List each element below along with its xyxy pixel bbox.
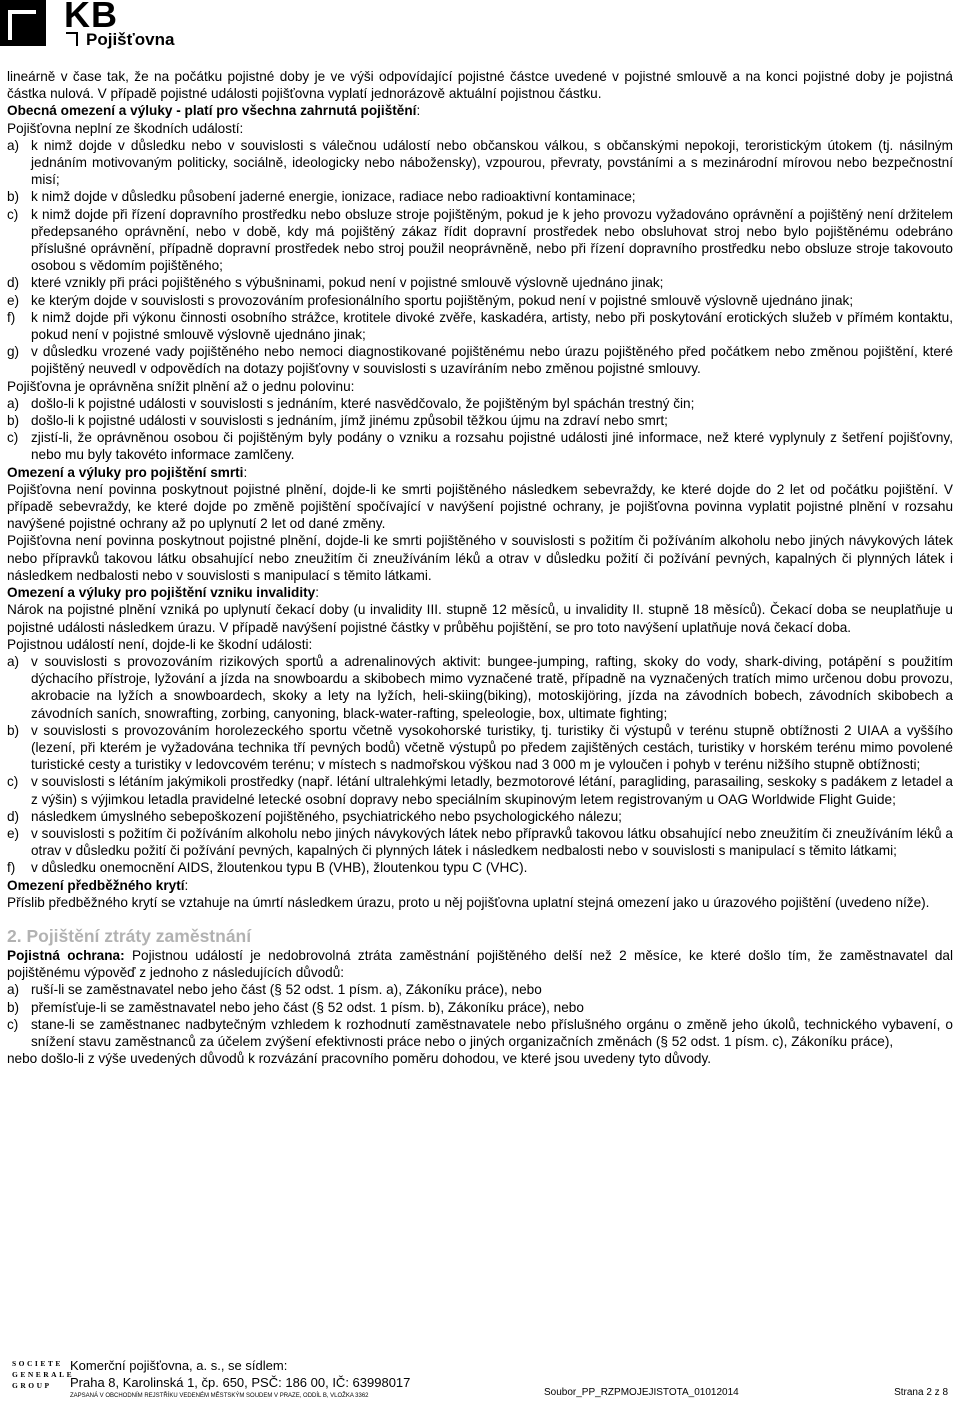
section-2-title: 2. Pojištění ztráty zaměstnání (7, 925, 252, 946)
list-item: b) došlo-li k pojistné události v souvislosti s jednáním, jímž jinému způsobil těžkou újmu na zdraví nebo smrt; (7, 413, 668, 429)
general-exclusions-lead: Pojišťovna neplní ze škodních událostí: (7, 120, 244, 136)
footer-address: Praha 8, Karolinská 1, čp. 650, PSČ: 186 00, IČ: 63998017 (70, 1375, 411, 1390)
list-item: c) v souvislosti s létáním jakýmikoli prostředky (např. létání ultralehkými letadly, bezmotorové létání, paragliding, parasailing, seskoky s padákem z letadel a z výšin) s výjimkou letadla pravidelné letecké osobní dopravy nebo speciálním skupinovým letem registrovaným u OAG Worldwide Flight Guide; (7, 774, 953, 807)
list-item: b) k nimž dojde v důsledku působení jaderné energie, ionizace, radiace nebo radioaktivní kontaminace; (7, 189, 636, 205)
list-item: e) ke kterým dojde v souvislosti s provozováním profesionálního sportu pojištěným, pokud není v pojistné smlouvě výslovně ujednáno jinak; (7, 292, 854, 308)
reduction-list (7, 395, 953, 464)
footer-company: Komerční pojišťovna, a. s., se sídlem: (70, 1358, 288, 1373)
list-item: a) došlo-li k pojistné události v souvislosti s jednáním, které nasvědčovalo, že pojištěným byl spáchán trestný čin; (7, 395, 695, 411)
list-item: c) k nimž dojde při řízení dopravního prostředku nebo obsluze stroje pojištěným, pokud je k jeho provozu vyžadováno oprávnění a pojištěný není držitelem předepsaného oprávnění, nebo v době, kdy má pojištěný zákaz řídit dopravní prostředek nebo obsluhovat stroj nebo bylo pojištěnému odebráno příslušné oprávnění, případně dopravní prostředek nebo stroj použil neoprávněně, nebo při řízení dopravního prostředku nebo obsluze stroje takovouto osobou s vědomím pojištěného; (7, 206, 953, 274)
death-paragraph-1: Pojišťovna není povinna poskytnout pojistné plnění, dojde-li ke smrti pojištěného následkem sebevraždy, ke které dojde do 2 let od počátku pojištění. V případě sebevraždy, ke které dojde po změně pojištění spočívající v navýšení pojistné ochrany, je pojišťovna povinna vyplatit pojistné plnění v rozsahu navýšené pojistné ochrany až po uplynutí 2 let od dané změny. (7, 481, 953, 532)
general-exclusions-heading: Obecná omezení a výluky - platí pro všechna zahrnutá pojištění: (7, 103, 421, 119)
list-item: f) k nimž dojde při výkonu činnosti osobního strážce, krotitele divoké zvěře, kaskadéra, artisty, nebo při poskytování erotických služeb v přímém kontaktu, pokud není v pojistné smlouvě výslovně ujednáno jinak; (7, 309, 953, 343)
disability-list (7, 653, 953, 877)
section-2-closing: nebo došlo-li z výše uvedených důvodů k rozvázání pracovního poměru dohodou, ve které jsou uvedeny tyto důvody. (7, 1051, 712, 1067)
section-2-list (7, 981, 953, 1050)
societe-generale-logo: SOCIETE GENERALE GROUP (12, 1359, 75, 1390)
list-item: a) ruší-li se zaměstnavatel nebo jeho část (§ 52 odst. 1 písm. a), Zákoníku práce), nebo (7, 982, 542, 998)
page-footer (8, 1358, 954, 1402)
footer-registration: ZAPSANÁ V OBCHODNÍM REJSTŘÍKU VEDENÉM MĚSTSKÝM SOUDEM V PRAZE, ODDÍL B, VLOŽKA 3362 (70, 1393, 369, 1399)
corner-icon (66, 32, 78, 46)
list-item: a) v souvislosti s provozováním rizikových sportů a adrenalinových aktivit: bungee-jumping, rafting, skoky do vody, shark-diving, potápění s použitím dýchacího přístroje, lyžování a jízda na snowboardu a skibobech mimo vyznačené tratě, případně na vyznačených tratích mimo určenou dobu provozu, akrobacie na lyžích a snowboardech, skoky a lety na lyžích, heli-skiing(biking), motoskijöring, jízda na závodních bobech, závodních skibobech a závodních saních, snowrafting, zorbing, canyoning, black-water-rafting, speleologie, box, ultimate fighting; (7, 653, 953, 721)
list-item: b) přemísťuje-li se zaměstnavatel nebo jeho část (§ 52 odst. 1 písm. b), Zákoníku práce), nebo (7, 999, 584, 1015)
document-body (7, 68, 953, 1067)
logo-kb-text: KB (64, 0, 118, 35)
disability-heading: Omezení a výluky pro pojištění vzniku invalidity: (7, 585, 319, 601)
list-item: d) následkem úmyslného sebepoškození pojištěného, psychiatrického nebo psychologického nálezu; (7, 808, 622, 824)
disability-lead: Pojistnou událostí není, dojde-li ke škodní události: (7, 636, 313, 652)
death-heading: Omezení a výluky pro pojištění smrti: (7, 464, 248, 480)
logo-subtitle: Pojišťovna (66, 30, 174, 50)
list-item: c) zjistí-li, že oprávněnou osobou či pojištěným byly podány o vzniku a rozsahu pojistné události jiné informace, než které vyplynuly z šetření pojišťovny, nebo mu byly takovéto informace zamlčeny. (7, 430, 953, 463)
list-item: b) v souvislosti s provozováním horolezeckého sportu včetně vysokohorské turistiky, tj. turistiky či výstupů v terénu stupně obtížnosti 2 UIAA a vyššího (lezení, při kterém je vyžadována technika tří pevných bodů) včetně výstupů po předem zajištěných cestách, turistiky v horském terénu mimo povolené turistické cesty a turistiky v ledovcovém terénu; v místech s nadmořskou výškou nad 3 000 m je vyloučen i pohyb v terénu nižšího stupně obtížnosti; (7, 722, 953, 773)
section-2-cover: Pojistná ochrana: Pojistnou událostí je nedobrovolná ztráta zaměstnání pojištěného delší než 2 měsíce, ke které došlo tím, že zaměstnavatel dal pojištěnému výpověď z jednoho z následujících důvodů: (7, 947, 953, 981)
prelim-paragraph: Příslib předběžného krytí se vztahuje na úmrtí následkem úrazu, proto u něj pojišťovna uplatní stejná omezení jako u úrazového pojištění (uvedeno níže). (7, 894, 930, 910)
intro-paragraph: lineárně v čase tak, že na počátku pojistné doby je ve výši odpovídající pojistné částce uvedené v pojistné smlouvě a na konci pojistné doby je pojistná částka nulová. V případě pojistné události pojišťovna vyplatí jednorázově aktuální pojistnou částku. (7, 69, 953, 102)
reduction-lead: Pojišťovna je oprávněna snížit plnění až o jednu polovinu: (7, 378, 355, 394)
list-item: e) v souvislosti s požitím či požíváním alkoholu nebo jiných návykových látek nebo přípravků takovou látku obsahující nebo zneužitím či zneužíváním léků a otrav v důsledku požití či požívání pevných, kapalných či plynných látek i následkem nedbalosti nebo v souvislosti s manipulací s těmito látkami; (7, 825, 953, 859)
disability-paragraph: Nárok na pojistné plnění vzniká po uplynutí čekací doby (u invalidity III. stupně 12 měsíců, u invalidity II. stupně 18 měsíců). Čekací doba se neuplatňuje u pojistné události následkem úrazu. V případě navýšení pojistné částky v průběhu pojištění, se pro toto navýšení uplatňuje nová čekací doba. (7, 602, 953, 635)
list-item: c) stane-li se zaměstnanec nadbytečným vzhledem k rozhodnutí zaměstnavatele nebo příslušného orgánu o změně jeho úkolů, technického vybavení, o snížení stavu zaměstnanců za účelem zvýšení efektivnosti práce nebo o jiných organizačních změnách (§ 52 odst. 1 písm. c), Zákoníku práce), (7, 1016, 953, 1049)
general-exclusions-list (7, 137, 953, 378)
prelim-heading: Omezení předběžného krytí: (7, 877, 189, 893)
list-item: g) v důsledku vrozené vady pojištěného nebo nemoci diagnostikované pojištěnému nebo úrazu pojištěného před počátkem nebo změnou pojištění, které pojištěný neuvedl v odpovědích na dotazy pojišťovny v souvislosti s uzavíráním nebo změnou pojistné smlouvy. (7, 344, 953, 377)
list-item: a) k nimž dojde v důsledku nebo v souvislosti s válečnou událostí nebo občanskou válkou, s občanskými nepokoji, teroristickým útokem (tj. násilným jednáním motivovaným politicky, sociálně, ideologicky nebo nábožensky), vzpourou, převraty, povstáními a s mezinárodní mírovou nebo bezpečnostní misí; (7, 137, 953, 188)
list-item: f) v důsledku onemocnění AIDS, žloutenkou typu B (VHB), žloutenkou typu C (VHC). (7, 860, 528, 876)
page-number: Strana 2 z 8 (894, 1387, 948, 1398)
death-paragraph-2: Pojišťovna není povinna poskytnout pojistné plnění, dojde-li ke smrti pojištěného v souvislosti s požitím či požíváním alkoholu nebo jiných návykových látek nebo přípravků takovou látku obsahující nebo zneužitím či zneužíváním léků a otrav v důsledku požití či požívání pevných, kapalných či plynných látek i následkem nedbalosti nebo v souvislosti s manipulací s těmito látkami. (7, 533, 953, 583)
kb-logo-mark (0, 0, 46, 46)
footer-filename: Soubor_PP_RZPMOJEJISTOTA_01012014 (544, 1387, 739, 1398)
list-item: d) které vznikly při práci pojištěného s výbušninami, pokud není v pojistné smlouvě výslovně ujednáno jinak; (7, 275, 664, 291)
